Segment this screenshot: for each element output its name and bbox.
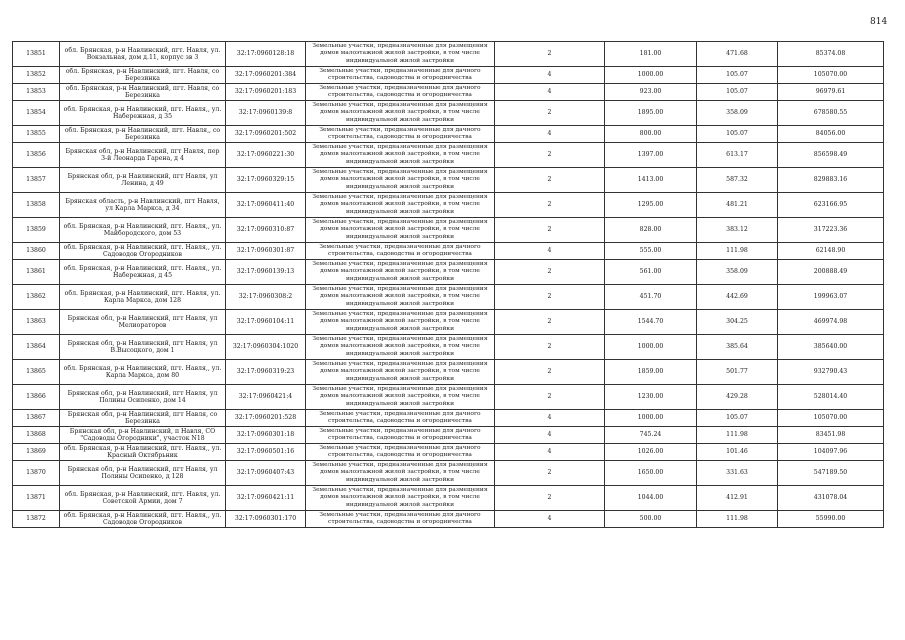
area-cell: 1044.00: [605, 486, 697, 511]
table-row: [13, 360, 884, 385]
area-cell: 1000.00: [605, 335, 697, 360]
land-use-cell: Земельные участки, предназначенные для дачного строительства, садоводства и огородничества: [306, 84, 495, 101]
specific-value-cell: 358.09: [697, 101, 778, 126]
table-row: [13, 168, 884, 193]
area-cell: 555.00: [605, 243, 697, 260]
registry-number-cell: 13862: [13, 285, 60, 310]
area-cell: 451.70: [605, 285, 697, 310]
table-row: [13, 285, 884, 310]
land-use-cell: Земельные участки, предназначенные для дачного строительства, садоводства и огородничества: [306, 410, 495, 427]
address-cell: обл. Брянская, р-н Навлинский, пгт. Навля,, ул. Красный Октябрьник: [60, 444, 226, 461]
cadastral-value-cell: 623166.95: [778, 193, 884, 218]
cadastral-value-cell: 200888.49: [778, 260, 884, 285]
area-cell: 1397.00: [605, 143, 697, 168]
area-cell: 1544.70: [605, 310, 697, 335]
address-cell: обл. Брянская, р-н Навлинский, пгт. Навля,, ул. Майбородского, дом 53: [60, 218, 226, 243]
cadastral-value-cell: 547189.50: [778, 461, 884, 486]
table-row: [13, 84, 884, 101]
cadastral-number-cell: 32:17:0960201:528: [226, 410, 306, 427]
specific-value-cell: 101.46: [697, 444, 778, 461]
specific-value-cell: 385.64: [697, 335, 778, 360]
table-row: [13, 427, 884, 444]
registry-table: [12, 41, 884, 528]
land-use-cell: Земельные участки, предназначенные для дачного строительства, садоводства и огородничества: [306, 126, 495, 143]
cadastral-number-cell: 32:17:0960221:30: [226, 143, 306, 168]
cadastral-number-cell: 32:17:0960407:43: [226, 461, 306, 486]
cadastral-value-cell: 55990.00: [778, 511, 884, 528]
group-cell: 2: [495, 385, 605, 410]
area-cell: 1650.00: [605, 461, 697, 486]
area-cell: 745.24: [605, 427, 697, 444]
group-cell: 2: [495, 260, 605, 285]
registry-number-cell: 13872: [13, 511, 60, 528]
group-cell: 4: [495, 444, 605, 461]
land-use-cell: Земельные участки, предназначенные для размещения домов малоэтажной жилой застройки, в том числе индивидуальной жилой застройки: [306, 461, 495, 486]
table-row: [13, 243, 884, 260]
address-cell: Брянская обл, р-н Навлинский, пгт Навля, ул Ленина, д 49: [60, 168, 226, 193]
address-cell: обл. Брянская, р-н Навлинский, пгт. Навля,, ул. Садоводов Огородников: [60, 511, 226, 528]
specific-value-cell: 105.07: [697, 410, 778, 427]
group-cell: 2: [495, 218, 605, 243]
page-number: 814: [870, 17, 888, 27]
specific-value-cell: 358.09: [697, 260, 778, 285]
registry-number-cell: 13858: [13, 193, 60, 218]
area-cell: 1000.00: [605, 410, 697, 427]
registry-number-cell: 13866: [13, 385, 60, 410]
address-cell: обл. Брянская, р-н Навлинский, пгт. Навля, ул. Вокзальная, дом д.11, корпус зв 3: [60, 42, 226, 67]
cadastral-value-cell: 62148.90: [778, 243, 884, 260]
group-cell: 2: [495, 310, 605, 335]
cadastral-value-cell: 528014.40: [778, 385, 884, 410]
group-cell: 2: [495, 168, 605, 193]
cadastral-number-cell: 32:17:0960139:13: [226, 260, 306, 285]
registry-number-cell: 13871: [13, 486, 60, 511]
specific-value-cell: 111.98: [697, 427, 778, 444]
land-use-cell: Земельные участки, предназначенные для дачного строительства, садоводства и огородничества: [306, 511, 495, 528]
cadastral-number-cell: 32:17:0960411:40: [226, 193, 306, 218]
land-use-cell: Земельные участки, предназначенные для размещения домов малоэтажной жилой застройки, в том числе индивидуальной жилой застройки: [306, 101, 495, 126]
table-row: [13, 126, 884, 143]
specific-value-cell: 304.25: [697, 310, 778, 335]
area-cell: 923.00: [605, 84, 697, 101]
area-cell: 828.00: [605, 218, 697, 243]
table-row: [13, 218, 884, 243]
group-cell: 4: [495, 511, 605, 528]
area-cell: 800.00: [605, 126, 697, 143]
address-cell: обл. Брянская, р-н Навлинский, пгт. Навля, со Березинка: [60, 67, 226, 84]
cadastral-value-cell: 83451.98: [778, 427, 884, 444]
group-cell: 4: [495, 243, 605, 260]
cadastral-number-cell: 32:17:0960104:11: [226, 310, 306, 335]
registry-number-cell: 13861: [13, 260, 60, 285]
specific-value-cell: 105.07: [697, 126, 778, 143]
specific-value-cell: 105.07: [697, 84, 778, 101]
specific-value-cell: 331.63: [697, 461, 778, 486]
specific-value-cell: 111.98: [697, 243, 778, 260]
registry-number-cell: 13865: [13, 360, 60, 385]
group-cell: 2: [495, 143, 605, 168]
specific-value-cell: 481.21: [697, 193, 778, 218]
address-cell: обл. Брянская, р-н Навлинский, пгт. Навля,, ул. Карла Маркса, дом 80: [60, 360, 226, 385]
address-cell: Брянская обл, р-н Навлинский, пгт Навля, пер 3-й Леонарда Гарена, д 4: [60, 143, 226, 168]
registry-number-cell: 13868: [13, 427, 60, 444]
cadastral-number-cell: 32:17:0960319:23: [226, 360, 306, 385]
specific-value-cell: 587.32: [697, 168, 778, 193]
registry-body: [13, 42, 884, 528]
table-row: [13, 410, 884, 427]
area-cell: 1230.00: [605, 385, 697, 410]
registry-number-cell: 13852: [13, 67, 60, 84]
address-cell: обл. Брянская, р-н Навлинский, пгт. Навля,, ул. Набережная, д 35: [60, 101, 226, 126]
specific-value-cell: 471.68: [697, 42, 778, 67]
address-cell: обл. Брянская, р-н Навлинский, пгт. Навля, ул. Советской Армии, дом 7: [60, 486, 226, 511]
registry-number-cell: 13863: [13, 310, 60, 335]
registry-number-cell: 13857: [13, 168, 60, 193]
area-cell: 1000.00: [605, 67, 697, 84]
specific-value-cell: 442.69: [697, 285, 778, 310]
cadastral-value-cell: 431078.04: [778, 486, 884, 511]
table-row: [13, 101, 884, 126]
specific-value-cell: 613.17: [697, 143, 778, 168]
cadastral-value-cell: 96979.61: [778, 84, 884, 101]
cadastral-value-cell: 385640.00: [778, 335, 884, 360]
land-use-cell: Земельные участки, предназначенные для размещения домов малоэтажной жилой застройки, в том числе индивидуальной жилой застройки: [306, 360, 495, 385]
address-cell: обл. Брянская, р-н Навлинский, пгт. Навля,, ул. Садоводов Огородников: [60, 243, 226, 260]
group-cell: 4: [495, 410, 605, 427]
cadastral-number-cell: 32:17:0960501:16: [226, 444, 306, 461]
area-cell: 1895.00: [605, 101, 697, 126]
group-cell: 2: [495, 486, 605, 511]
cadastral-number-cell: 32:17:0960201:384: [226, 67, 306, 84]
cadastral-number-cell: 32:17:0960310:87: [226, 218, 306, 243]
registry-number-cell: 13867: [13, 410, 60, 427]
registry-number-cell: 13869: [13, 444, 60, 461]
table-row: [13, 143, 884, 168]
specific-value-cell: 111.98: [697, 511, 778, 528]
address-cell: Брянская обл, р-н Навлинский, пгт Навля, со Березинка: [60, 410, 226, 427]
table-row: [13, 461, 884, 486]
group-cell: 2: [495, 461, 605, 486]
cadastral-number-cell: 32:17:0960421:4: [226, 385, 306, 410]
table-row: [13, 385, 884, 410]
cadastral-number-cell: 32:17:0960301:18: [226, 427, 306, 444]
cadastral-number-cell: 32:17:0960301:170: [226, 511, 306, 528]
group-cell: 4: [495, 427, 605, 444]
address-cell: обл. Брянская, р-н Навлинский, пгт. Навля, ул. Карла Маркса, дом 128: [60, 285, 226, 310]
group-cell: 2: [495, 42, 605, 67]
land-use-cell: Земельные участки, предназначенные для размещения домов малоэтажной жилой застройки, в том числе индивидуальной жилой застройки: [306, 218, 495, 243]
land-use-cell: Земельные участки, предназначенные для дачного строительства, садоводства и огородничества: [306, 427, 495, 444]
address-cell: Брянская обл, р-н Навлинский, пгт Навля, ул Полины Осипенко, дом 14: [60, 385, 226, 410]
land-use-cell: Земельные участки, предназначенные для дачного строительства, садоводства и огородничества: [306, 444, 495, 461]
registry-number-cell: 13851: [13, 42, 60, 67]
cadastral-value-cell: 105070.00: [778, 67, 884, 84]
group-cell: 4: [495, 67, 605, 84]
land-use-cell: Земельные участки, предназначенные для размещения домов малоэтажной жилой застройки, в том числе индивидуальной жилой застройки: [306, 385, 495, 410]
cadastral-value-cell: 84056.00: [778, 126, 884, 143]
address-cell: Брянская обл, р-н Навлинский, пгт Навля, ул В.Высоцкого, дом 1: [60, 335, 226, 360]
table-row: [13, 335, 884, 360]
cadastral-number-cell: 32:17:0960308:2: [226, 285, 306, 310]
table-row: [13, 486, 884, 511]
group-cell: 2: [495, 360, 605, 385]
table-row: [13, 260, 884, 285]
table-row: [13, 310, 884, 335]
cadastral-value-cell: 104097.96: [778, 444, 884, 461]
land-use-cell: Земельные участки, предназначенные для размещения домов малоэтажной жилой застройки, в том числе индивидуальной жилой застройки: [306, 143, 495, 168]
table-row: [13, 193, 884, 218]
cadastral-value-cell: 469974.98: [778, 310, 884, 335]
land-use-cell: Земельные участки, предназначенные для размещения домов малоэтажной жилой застройки, в том числе индивидуальной жилой застройки: [306, 335, 495, 360]
registry-number-cell: 13854: [13, 101, 60, 126]
group-cell: 2: [495, 335, 605, 360]
registry-number-cell: 13860: [13, 243, 60, 260]
area-cell: 1413.00: [605, 168, 697, 193]
area-cell: 1295.00: [605, 193, 697, 218]
table-row: [13, 67, 884, 84]
cadastral-number-cell: 32:17:0960128:18: [226, 42, 306, 67]
specific-value-cell: 105.07: [697, 67, 778, 84]
cadastral-value-cell: 85374.08: [778, 42, 884, 67]
land-use-cell: Земельные участки, предназначенные для размещения домов малоэтажной жилой застройки, в том числе индивидуальной жилой застройки: [306, 168, 495, 193]
cadastral-value-cell: 317223.36: [778, 218, 884, 243]
cadastral-number-cell: 32:17:0960301:87: [226, 243, 306, 260]
table-row: [13, 444, 884, 461]
registry-number-cell: 13855: [13, 126, 60, 143]
cadastral-value-cell: 678580.55: [778, 101, 884, 126]
group-cell: 2: [495, 285, 605, 310]
cadastral-value-cell: 199963.07: [778, 285, 884, 310]
address-cell: обл. Брянская, р-н Навлинский, пгт. Навля,, ул. Набережная, д 45: [60, 260, 226, 285]
land-use-cell: Земельные участки, предназначенные для размещения домов малоэтажной жилой застройки, в том числе индивидуальной жилой застройки: [306, 193, 495, 218]
cadastral-value-cell: 829883.16: [778, 168, 884, 193]
group-cell: 2: [495, 193, 605, 218]
land-use-cell: Земельные участки, предназначенные для размещения домов малоэтажной жилой застройки, в том числе индивидуальной жилой застройки: [306, 486, 495, 511]
area-cell: 1859.00: [605, 360, 697, 385]
group-cell: 4: [495, 84, 605, 101]
group-cell: 2: [495, 101, 605, 126]
area-cell: 181.00: [605, 42, 697, 67]
land-use-cell: Земельные участки, предназначенные для размещения домов малоэтажной жилой застройки, в том числе индивидуальной жилой застройки: [306, 260, 495, 285]
cadastral-number-cell: 32:17:0960304:1020: [226, 335, 306, 360]
table-row: [13, 42, 884, 67]
area-cell: 561.00: [605, 260, 697, 285]
specific-value-cell: 383.12: [697, 218, 778, 243]
land-use-cell: Земельные участки, предназначенные для размещения домов малоэтажной жилой застройки, в том числе индивидуальной жилой застройки: [306, 285, 495, 310]
cadastral-number-cell: 32:17:0960201:183: [226, 84, 306, 101]
address-cell: обл. Брянская, р-н Навлинский, пгт. Навля,, со Березинка: [60, 126, 226, 143]
address-cell: Брянская обл, р-н Навлинский, п Навля, СО "Садоводы Огородники", участок N18: [60, 427, 226, 444]
land-use-cell: Земельные участки, предназначенные для дачного строительства, садоводства и огородничества: [306, 243, 495, 260]
land-use-cell: Земельные участки, предназначенные для размещения домов малоэтажной жилой застройки, в том числе индивидуальной жилой застройки: [306, 42, 495, 67]
cadastral-number-cell: 32:17:0960421:11: [226, 486, 306, 511]
land-use-cell: Земельные участки, предназначенные для дачного строительства, садоводства и огородничества: [306, 67, 495, 84]
address-cell: Брянская обл, р-н Навлинский, пгт Навля, ул Мелиораторов: [60, 310, 226, 335]
registry-number-cell: 13864: [13, 335, 60, 360]
area-cell: 500.00: [605, 511, 697, 528]
area-cell: 1026.00: [605, 444, 697, 461]
address-cell: Брянская область, р-н Навлинский, пгт Навля, ул Карла Маркса, д 34: [60, 193, 226, 218]
cadastral-number-cell: 32:17:0960329:15: [226, 168, 306, 193]
address-cell: Брянская обл, р-н Навлинский, пгт Навля, ул Полины Осипенко, д 128: [60, 461, 226, 486]
group-cell: 4: [495, 126, 605, 143]
cadastral-number-cell: 32:17:0960201:502: [226, 126, 306, 143]
registry-number-cell: 13859: [13, 218, 60, 243]
specific-value-cell: 429.28: [697, 385, 778, 410]
address-cell: обл. Брянская, р-н Навлинский, пгт. Навля, со Березинка: [60, 84, 226, 101]
table-row: [13, 511, 884, 528]
registry-number-cell: 13853: [13, 84, 60, 101]
cadastral-value-cell: 105070.00: [778, 410, 884, 427]
cadastral-value-cell: 856598.49: [778, 143, 884, 168]
cadastral-value-cell: 932790.43: [778, 360, 884, 385]
land-use-cell: Земельные участки, предназначенные для размещения домов малоэтажной жилой застройки, в том числе индивидуальной жилой застройки: [306, 310, 495, 335]
cadastral-number-cell: 32:17:0960139:8: [226, 101, 306, 126]
registry-number-cell: 13856: [13, 143, 60, 168]
specific-value-cell: 412.91: [697, 486, 778, 511]
specific-value-cell: 501.77: [697, 360, 778, 385]
registry-number-cell: 13870: [13, 461, 60, 486]
